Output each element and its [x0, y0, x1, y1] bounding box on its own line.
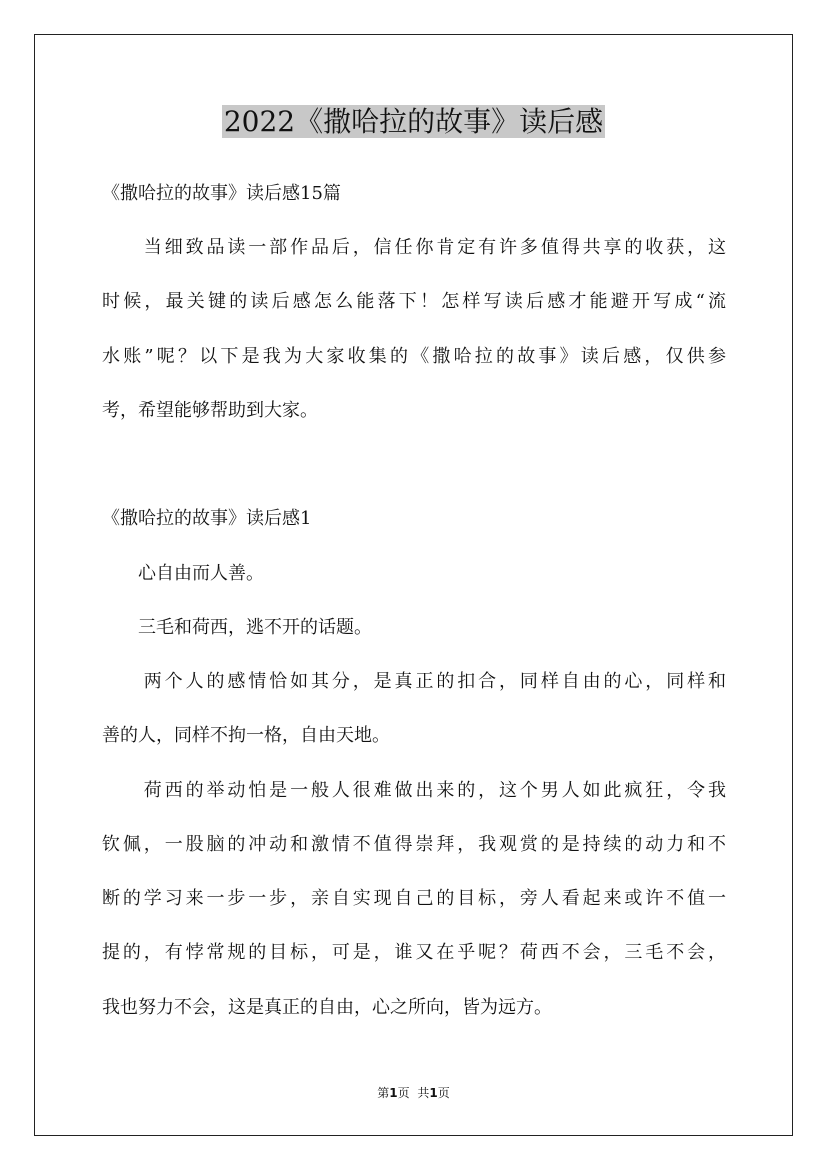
body-line-7: 断的学习来一步一步，亲自实现自己的目标，旁人看起来或许不值一: [102, 888, 726, 909]
body-line-9: 我也努力不会，这是真正的自由，心之所向，皆为远方。: [102, 997, 552, 1018]
body-line-1: 心自由而人善。: [102, 563, 264, 584]
footer-page-prefix: 第: [377, 1086, 390, 1100]
section-heading: 《撒哈拉的故事》读后感1: [102, 508, 312, 529]
intro-line-2: 时候，最关键的读后感怎么能落下！怎样写读后感才能避开写成“流: [102, 291, 726, 312]
footer-total-prefix: 共: [417, 1086, 430, 1100]
body-line-2: 三毛和荷西，逃不开的话题。: [102, 617, 372, 638]
footer-page-suffix: 页: [397, 1086, 410, 1100]
intro-line-1: 当细致品读一部作品后，信任你肯定有许多值得共享的收获，这: [102, 237, 726, 258]
footer-total-suffix: 页: [437, 1086, 450, 1100]
document-title: [0, 102, 827, 142]
page-footer: [0, 1085, 827, 1101]
body-line-5: 荷西的举动怕是一般人很难做出来的，这个男人如此疯狂，令我: [102, 780, 726, 801]
document-title-text: 2022《撒哈拉的故事》读后感: [223, 105, 604, 138]
intro-line-4: 考，希望能够帮助到大家。: [102, 400, 318, 421]
body-line-6: 钦佩，一股脑的冲动和激情不值得崇拜，我观赏的是持续的动力和不: [102, 834, 726, 855]
body-line-8: 提的，有悖常规的目标，可是，谁又在乎呢？荷西不会，三毛不会，: [102, 942, 726, 963]
document-subtitle: 《撒哈拉的故事》读后感15篇: [102, 183, 341, 204]
footer-page-current: 1: [389, 1086, 398, 1100]
intro-line-3: 水账”呢？以下是我为大家收集的《撒哈拉的故事》读后感，仅供参: [102, 346, 726, 367]
footer-total-pages: 1: [429, 1086, 438, 1100]
body-line-3: 两个人的感情恰如其分，是真正的扣合，同样自由的心，同样和: [102, 671, 726, 692]
body-line-4: 善的人，同样不拘一格，自由天地。: [102, 725, 390, 746]
